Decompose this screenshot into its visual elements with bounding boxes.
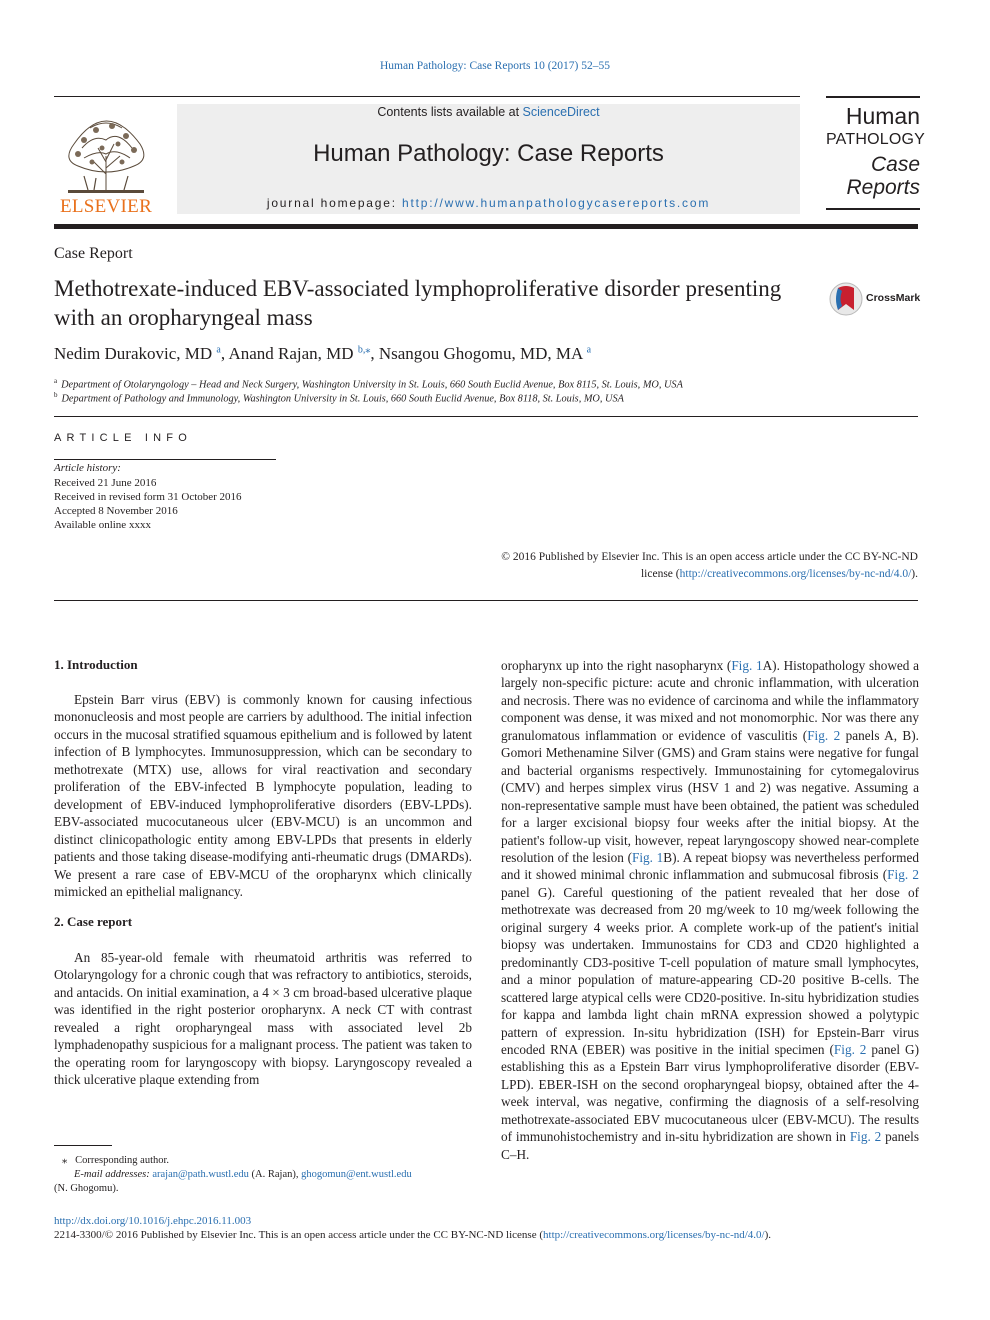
article-info-rule [54, 459, 276, 460]
journal-homepage [177, 196, 800, 210]
elsevier-wordmark: ELSEVIER [59, 196, 153, 217]
copyright-close: ). [764, 1229, 772, 1241]
introduction-paragraph: Epstein Barr virus (EBV) is commonly known for causing infectious mononucleosis and most people are carriers by adulthood. The initial infection occurs in the mucosal stratified squamous epithelium and is followed by latent infection of B lymphocytes. Immunosuppression, which can be secondary to methotrexate (MTX) use, allows for viral reactivation and secondary proliferation of the EBV-infected B lymphocyte population, leading to development of EBV-induced lymphoproliferative disorders (EBV-LPDs). EBV-associated mucocutaneous ulcer (EBV-MCU) is an uncommon and distinct clinicopathologic entity among EBV-LPDs that presents in elderly patients and those taking disease-modifying anti-rheumatic drugs (DMARDs). We present a rare case of EBV-MCU of the oropharynx which clinically mimicked an epithelial malignancy. [54, 692, 472, 899]
corresponding-author-note [62, 1154, 169, 1166]
journal-logo-top-rule [826, 96, 920, 98]
license-word: license ( [640, 568, 680, 580]
right-column [501, 657, 919, 1163]
journal-logo-line-1: Human [845, 103, 920, 129]
author-list [54, 344, 591, 364]
email-label: E-mail addresses: [74, 1169, 153, 1180]
corresponding-text: Corresponding author. [75, 1155, 170, 1166]
article-type: Case Report [54, 245, 133, 262]
paragraph-text-run: oropharynx up into the right nasopharynx ( [501, 658, 732, 673]
article-info-bottom-rule [54, 600, 918, 601]
author-name: Nedim Durakovic, MD [54, 344, 213, 363]
contents-prefix: Contents lists available at [377, 105, 523, 119]
left-column [54, 691, 472, 1089]
license-close: ). [911, 568, 918, 580]
masthead-top-rule [54, 96, 800, 97]
affiliation-mark: a [54, 377, 58, 385]
history-revised: Received in revised form 31 October 2016 [54, 491, 242, 503]
email-owner: (A. Rajan), [248, 1169, 302, 1180]
section-heading-case-report: 2. Case report [54, 914, 133, 930]
affiliation-a [54, 377, 683, 390]
copyright-notice [54, 1229, 771, 1241]
affiliation-b [54, 391, 624, 404]
figure-reference-link[interactable]: Fig. 2 [807, 727, 841, 743]
figure-reference-link[interactable]: Fig. 1 [632, 849, 664, 865]
article-history-label: Article history: [54, 462, 121, 474]
author-separator: , [220, 344, 229, 363]
history-accepted: Accepted 8 November 2016 [54, 505, 178, 517]
license-notice [420, 549, 918, 583]
journal-logo-bottom-rule [826, 208, 920, 210]
paragraph-text-run: panel G). Careful questioning of the patient revealed that her dose of methotrexate was decreased from 20 mg/week to 10 mg/week following the original surgery 4 weeks prior. A complete work-up of the patient's initial biopsy was undertaken. Immunostains for CD3 and CD20 highlighted a predominantly CD3-positive T-cell population of mature small lymphocytes, and a minor population of mature-appearing CD-20 positive B-cells. The scattered large atypical cells were CD20-positive. In-situ hybridization studies for kappa and lambda light chain mRNA expression showed a polytypic pattern of expression. In-situ hybridization (ISH) for Epstein-Barr virus encoded RNA (EBER) was positive in the initial specimen ( [501, 884, 919, 1057]
figure-reference-link[interactable]: Fig. 2 [833, 1041, 867, 1057]
paragraph-text-run: A). Histopathology showed a largely non-specific picture: acute and chronic inflammation, with ulceration and necrosis. There was no evidence of carcinoma and while the inflammatory component was dense, it was mixed and not monomorphic. Nor was there any granulomatous inflammation or evidence of vasculitis ( [501, 658, 919, 743]
email-ghogomu-link[interactable]: ghogomun@ent.wustl.edu [301, 1169, 412, 1180]
footnote-rule [54, 1145, 112, 1146]
email-rajan-link[interactable]: arajan@path.wustl.edu [152, 1169, 249, 1180]
crossmark-label[interactable]: CrossMark [866, 292, 921, 304]
corresponding-mark: ⁎ [62, 1155, 68, 1166]
copyright-license-link[interactable]: http://creativecommons.org/licenses/by-nc-nd/4.0/ [543, 1229, 765, 1241]
paragraph-text-run: B). A repeat biopsy was nevertheless performed and it showed minimal chronic inflammation and submucosal fibrosis ( [501, 849, 919, 883]
history-received: Received 21 June 2016 [54, 477, 157, 489]
masthead-thick-rule [54, 224, 918, 229]
figure-reference-link[interactable]: Fig. 1 [731, 658, 763, 673]
journal-citation[interactable]: Human Pathology: Case Reports 10 (2017) 52–55 [380, 60, 610, 72]
paragraph-text-run: panel G) establishing this as a Epstein Barr virus lymphoproliferative disorder (EBV-LPD). EBER-ISH on the second oropharyngeal biopsy, obtained after the 4-week interval, was negative, confirming the diagnosis of a self-resolving methotrexate-associated EBV mucocutaneous ulcer (EBV-MCU). The results of immunohistochemistry and in-situ hybridization are shown in [501, 1041, 919, 1145]
article-info-heading: ARTICLE INFO [54, 432, 192, 444]
journal-title: Human Pathology: Case Reports [313, 140, 664, 167]
journal-logo-line-3: Case [870, 153, 920, 176]
author-name: Nsangou Ghogomu, MD, MA [378, 344, 583, 363]
doi-link[interactable]: http://dx.doi.org/10.1016/j.ehpc.2016.11.003 [54, 1215, 252, 1227]
case-report-continued-paragraph [501, 657, 919, 1163]
affiliation-text: Department of Pathology and Immunology, Washington University in St. Louis, 660 South Euclid Avenue, Box 8118, St. Louis, MO, USA [61, 393, 624, 405]
author-affiliation-mark[interactable]: a [586, 344, 592, 356]
homepage-prefix: journal homepage: [266, 196, 402, 210]
email-addresses [74, 1169, 412, 1180]
author-separator: , [370, 344, 379, 363]
affiliation-text: Department of Otolaryngology – Head and Neck Surgery, Washington University in St. Louis, 660 South Euclid Avenue, Box 8115, St. Louis, MO, USA [61, 379, 683, 391]
license-link[interactable]: http://creativecommons.org/licenses/by-nc-nd/4.0/ [679, 568, 912, 580]
author-name: Anand Rajan, MD [228, 344, 354, 363]
figure-reference-link[interactable]: Fig. 2 [849, 1129, 882, 1145]
license-line [420, 566, 918, 583]
affiliation-rule [54, 416, 918, 417]
journal-logo-line-2: PATHOLOGY [826, 131, 926, 148]
contents-availability [177, 105, 800, 119]
article-title: Methotrexate-induced EBV-associated lymphoproliferative disorder presenting with an oropharyngeal mass [54, 276, 782, 330]
section-heading-introduction: 1. Introduction [54, 657, 138, 672]
license-text: © 2016 Published by Elsevier Inc. This is an open access article under the CC BY-NC-ND [501, 551, 918, 563]
journal-logo-line-4: Reports [846, 176, 920, 199]
author-affiliation-mark[interactable]: a [216, 344, 221, 356]
homepage-link[interactable]: http://www.humanpathologycasereports.com [402, 196, 711, 210]
case-report-paragraph: An 85-year-old female with rheumatoid arthritis was referred to Otolaryngology for a chronic cough that was refractory to antibiotics, steroids, and antacids. On initial examination, a 4 × 3 cm broad-based ulcerative plaque was identified in the right posterior oropharynx. A neck CT with contrast revealed a right oropharyngeal mass with associated level 2b lymphadenopathy suspicious for a malignant process. The patient was taken to the operating room for laryngoscopy with biopsy. Laryngoscopy revealed a thick ulcerative plaque extending from [54, 949, 472, 1088]
paragraph-text-run: panels C–H. [501, 1129, 920, 1162]
affiliation-mark: b [54, 391, 58, 399]
sciencedirect-link[interactable]: ScienceDirect [522, 105, 600, 119]
email-owner-line: (N. Ghogomu). [54, 1183, 119, 1194]
paragraph-text-run: panels A, B). Gomori Methenamine Silver (GMS) and Gram stains were negative for fungal and bacterial organisms respectively. Immunostaining for cytomegalovirus (CMV) and herpes simplex virus (HSV 1 and 2) was negative. Assuming a non-representative sample must have been obtained, the patient was scheduled for a larger excisional biopsy four weeks after the initial biopsy. At the patient's follow-up visit, however, repeat laryngoscopy showed near-complete resolution of the lesion ( [501, 727, 919, 865]
copyright-text: 2214-3300/© 2016 Published by Elsevier Inc. This is an open access article under the CC BY-NC-ND license ( [54, 1229, 544, 1241]
history-online: Available online xxxx [54, 519, 151, 531]
author-affiliation-mark[interactable]: b,⁎ [357, 344, 371, 356]
figure-reference-link[interactable]: Fig. 2 [887, 867, 919, 883]
